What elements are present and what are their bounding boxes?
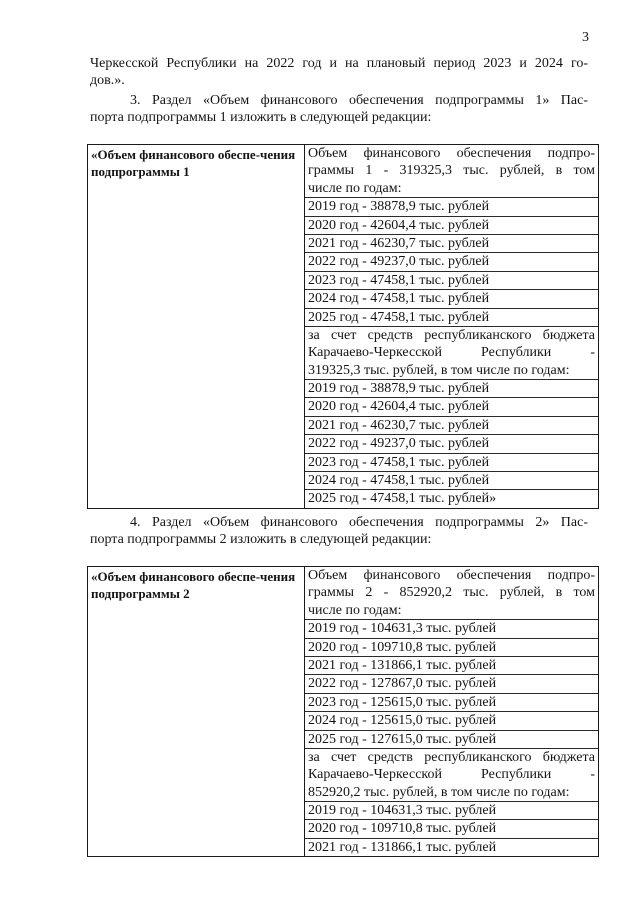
page-number: 3 [582, 30, 589, 45]
funding-line: 2022 год - 127867,0 тыс. рублей [305, 675, 598, 693]
section-3-line-2: порта подпрограммы 1 изложить в следующей редакции: [90, 110, 432, 125]
funding-line: 2021 год - 131866,1 тыс. рублей [305, 657, 598, 675]
funding-line: Объем финансового обеспечения подпро- [308, 568, 595, 583]
funding-line: 2021 год - 46230,7 тыс. рублей [305, 417, 598, 435]
funding-line: 2020 год - 109710,8 тыс. рублей [305, 639, 598, 657]
funding-line: 2022 год - 49237,0 тыс. рублей [305, 435, 598, 453]
subprogram-2-label: «Объем финансового обеспе-чения подпрограммы 2 [91, 569, 296, 601]
funding-line: 2025 год - 47458,1 тыс. рублей» [308, 491, 497, 507]
intro-line-1: Черкесской Республики на 2022 год и на плановый период 2023 и 2024 го- [90, 56, 588, 71]
funding-line: числе по годам: [305, 602, 598, 620]
funding-line: 2025 год - 47458,1 тыс. рублей [305, 309, 598, 327]
subprogram-2-funding-cell [305, 567, 599, 857]
funding-line: 2019 год - 104631,3 тыс. рублей [305, 620, 598, 638]
funding-line: 2023 год - 47458,1 тыс. рублей [305, 272, 598, 290]
funding-line: 2024 год - 47458,1 тыс. рублей [305, 290, 598, 308]
funding-line: 2023 год - 125615,0 тыс. рублей [305, 694, 598, 712]
subprogram-1-label-cell [88, 145, 305, 509]
subprogram-1-table [87, 144, 599, 509]
subprogram-1-label: «Объем финансового обеспе-чения подпрограммы 1 [91, 147, 296, 179]
funding-line: 2019 год - 38878,9 тыс. рублей [305, 380, 598, 398]
subprogram-2-label-cell [88, 567, 305, 857]
funding-line: 2020 год - 42604,4 тыс. рублей [305, 217, 598, 235]
funding-line: 2024 год - 47458,1 тыс. рублей [305, 472, 598, 490]
funding-line: 2023 год - 47458,1 тыс. рублей [305, 454, 598, 472]
section-3-paragraph [90, 92, 588, 126]
funding-line: 852920,2 тыс. рублей, в том числе по годам: [305, 784, 598, 802]
intro-paragraph [90, 55, 588, 89]
section-4-line-2: порта подпрограммы 2 изложить в следующей редакции: [90, 532, 432, 547]
subprogram-1-funding-cell [305, 145, 599, 509]
funding-line: 2021 год - 131866,1 тыс. рублей [308, 839, 497, 855]
section-3-line-1: 3. Раздел «Объем финансового обеспечения подпрограммы 1» Пас- [130, 93, 588, 108]
funding-line: 319325,3 тыс. рублей, в том числе по годам: [305, 362, 598, 380]
intro-line-2: дов.». [90, 73, 125, 88]
funding-line: 2024 год - 125615,0 тыс. рублей [305, 712, 598, 730]
section-4-line-1: 4. Раздел «Объем финансового обеспечения подпрограммы 2» Пас- [130, 515, 588, 530]
subprogram-2-table [87, 566, 599, 857]
funding-line: граммы 1 - 319325,3 тыс. рублей, в том [308, 163, 595, 179]
section-4-paragraph [90, 514, 588, 548]
funding-line: 2019 год - 104631,3 тыс. рублей [305, 802, 598, 820]
funding-line: Карачаево-Черкесской Республики - [308, 345, 595, 361]
funding-line: 2022 год - 49237,0 тыс. рублей [305, 253, 598, 271]
funding-line: 2020 год - 109710,8 тыс. рублей [305, 820, 598, 838]
funding-line: числе по годам: [305, 180, 598, 198]
funding-line: граммы 2 - 852920,2 тыс. рублей, в том [308, 585, 595, 601]
funding-line: Карачаево-Черкесской Республики - [308, 767, 595, 783]
funding-line: 2020 год - 42604,4 тыс. рублей [305, 398, 598, 416]
funding-line: за счет средств республиканского бюджета [308, 327, 595, 343]
funding-line: Объем финансового обеспечения подпро- [308, 146, 595, 161]
funding-line: 2025 год - 127615,0 тыс. рублей [305, 731, 598, 749]
funding-line: 2021 год - 46230,7 тыс. рублей [305, 235, 598, 253]
funding-line: за счет средств республиканского бюджета [308, 749, 595, 765]
funding-line: 2019 год - 38878,9 тыс. рублей [305, 198, 598, 216]
